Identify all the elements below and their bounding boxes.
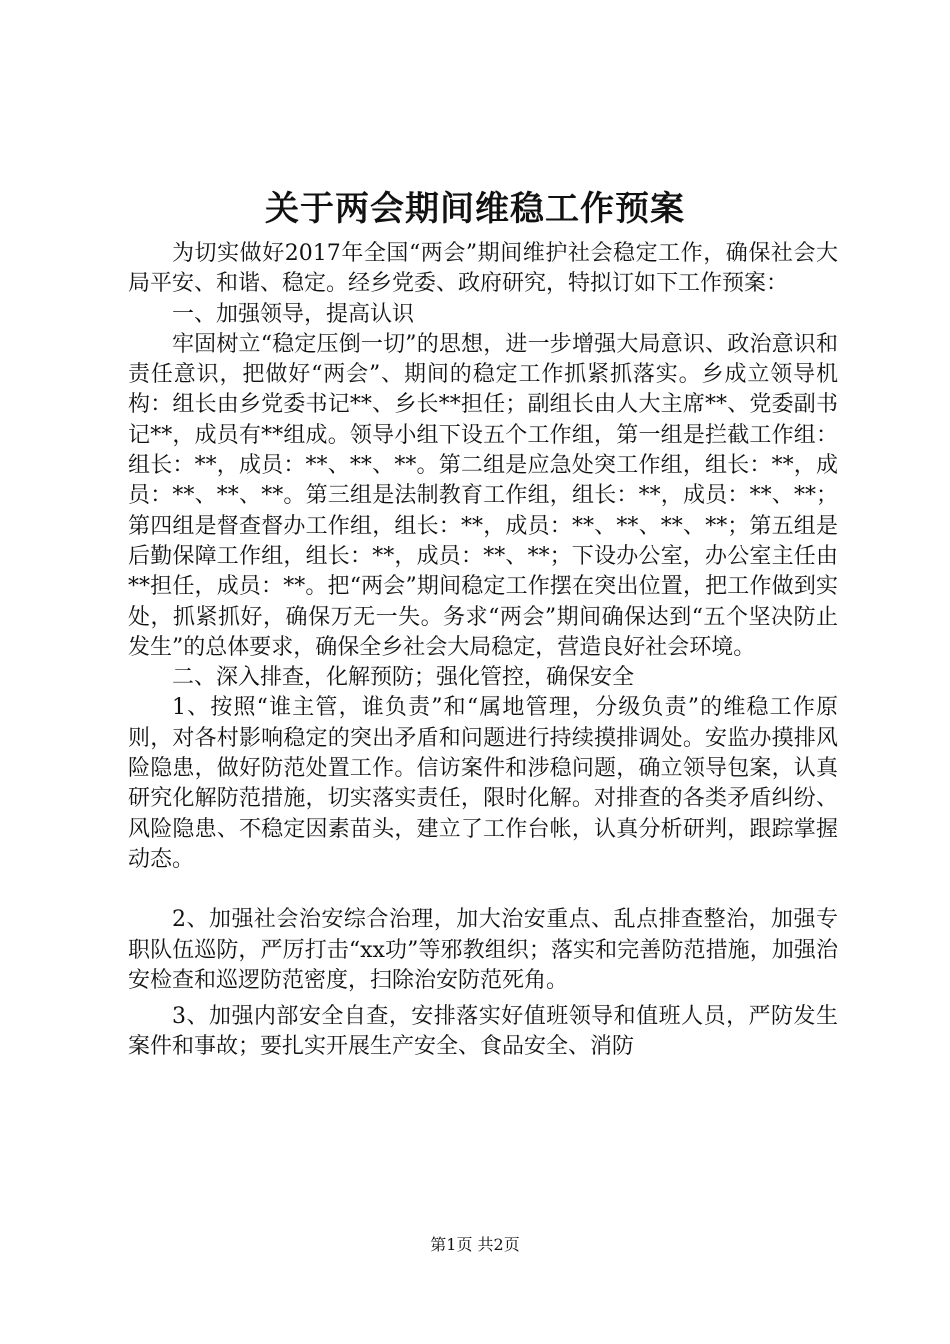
section-heading-1: 一、加强领导，提高认识: [172, 301, 415, 327]
document-body: [128, 239, 838, 1063]
paragraph-item-1: 1、按照“谁主管，谁负责”和“属地管理，分级负责”的维稳工作原则，对各村影响稳定的突出矛盾和问题进行持续摸排调处。安监办摸排风险隐患，做好防范处置工作。信访案件和涉稳问题，确立领导包案，认真研究化解防范措施，切实落实责任，限时化解。对排查的各类矛盾纠纷、风险隐患、不稳定因素苗头，建立了工作台帐，认真分析研判，跟踪掌握动态。: [128, 695, 838, 872]
section-heading-2: 二、深入排查，化解预防；强化管控，确保安全: [172, 665, 635, 691]
paragraph-intro: 为切实做好2017年全国“两会”期间维护社会稳定工作，确保社会大局平安、和谐、稳定。经乡党委、政府研究，特拟订如下工作预案：: [128, 241, 838, 297]
page-footer: 第1页 共2页: [430, 1235, 520, 1254]
paragraph-item-2: 2、加强社会治安综合治理，加大治安重点、乱点排查整治，加强专职队伍巡防，严厉打击“xx功”等邪教组织；落实和完善防范措施，加强治安检查和巡逻防范密度，扫除治安防范死角。: [128, 907, 838, 993]
document-title: 关于两会期间维稳工作预案: [265, 189, 685, 229]
paragraph-item-3: 3、加强内部安全自查，安排落实好值班领导和值班人员，严防发生案件和事故；要扎实开展生产安全、食品安全、消防: [128, 1004, 838, 1060]
paragraph-leadership: 牢固树立“稳定压倒一切”的思想，进一步增强大局意识、政治意识和责任意识，把做好“两会”、期间的稳定工作抓紧抓落实。乡成立领导机构：组长由乡党委书记**、乡长**担任；副组长由人大主席**、党委副书记**，成员有**组成。领导小组下设五个工作组，第一组是拦截工作组：组长：**，成员：**、**、**。第二组是应急处突工作组，组长：**，成员：**、**、**。第三组是法制教育工作组，组长：**，成员：**、**；第四组是督查督办工作组，组长：**，成员：**、**、**、**；第五组是后勤保障工作组，组长：**，成员：**、**；下设办公室，办公室主任由**担任，成员：**。把“两会”期间稳定工作摆在突出位置，把工作做到实处，抓紧抓好，确保万无一失。务求“两会”期间确保达到“五个坚决防止发生”的总体要求，确保全乡社会大局稳定，营造良好社会环境。: [128, 331, 838, 660]
